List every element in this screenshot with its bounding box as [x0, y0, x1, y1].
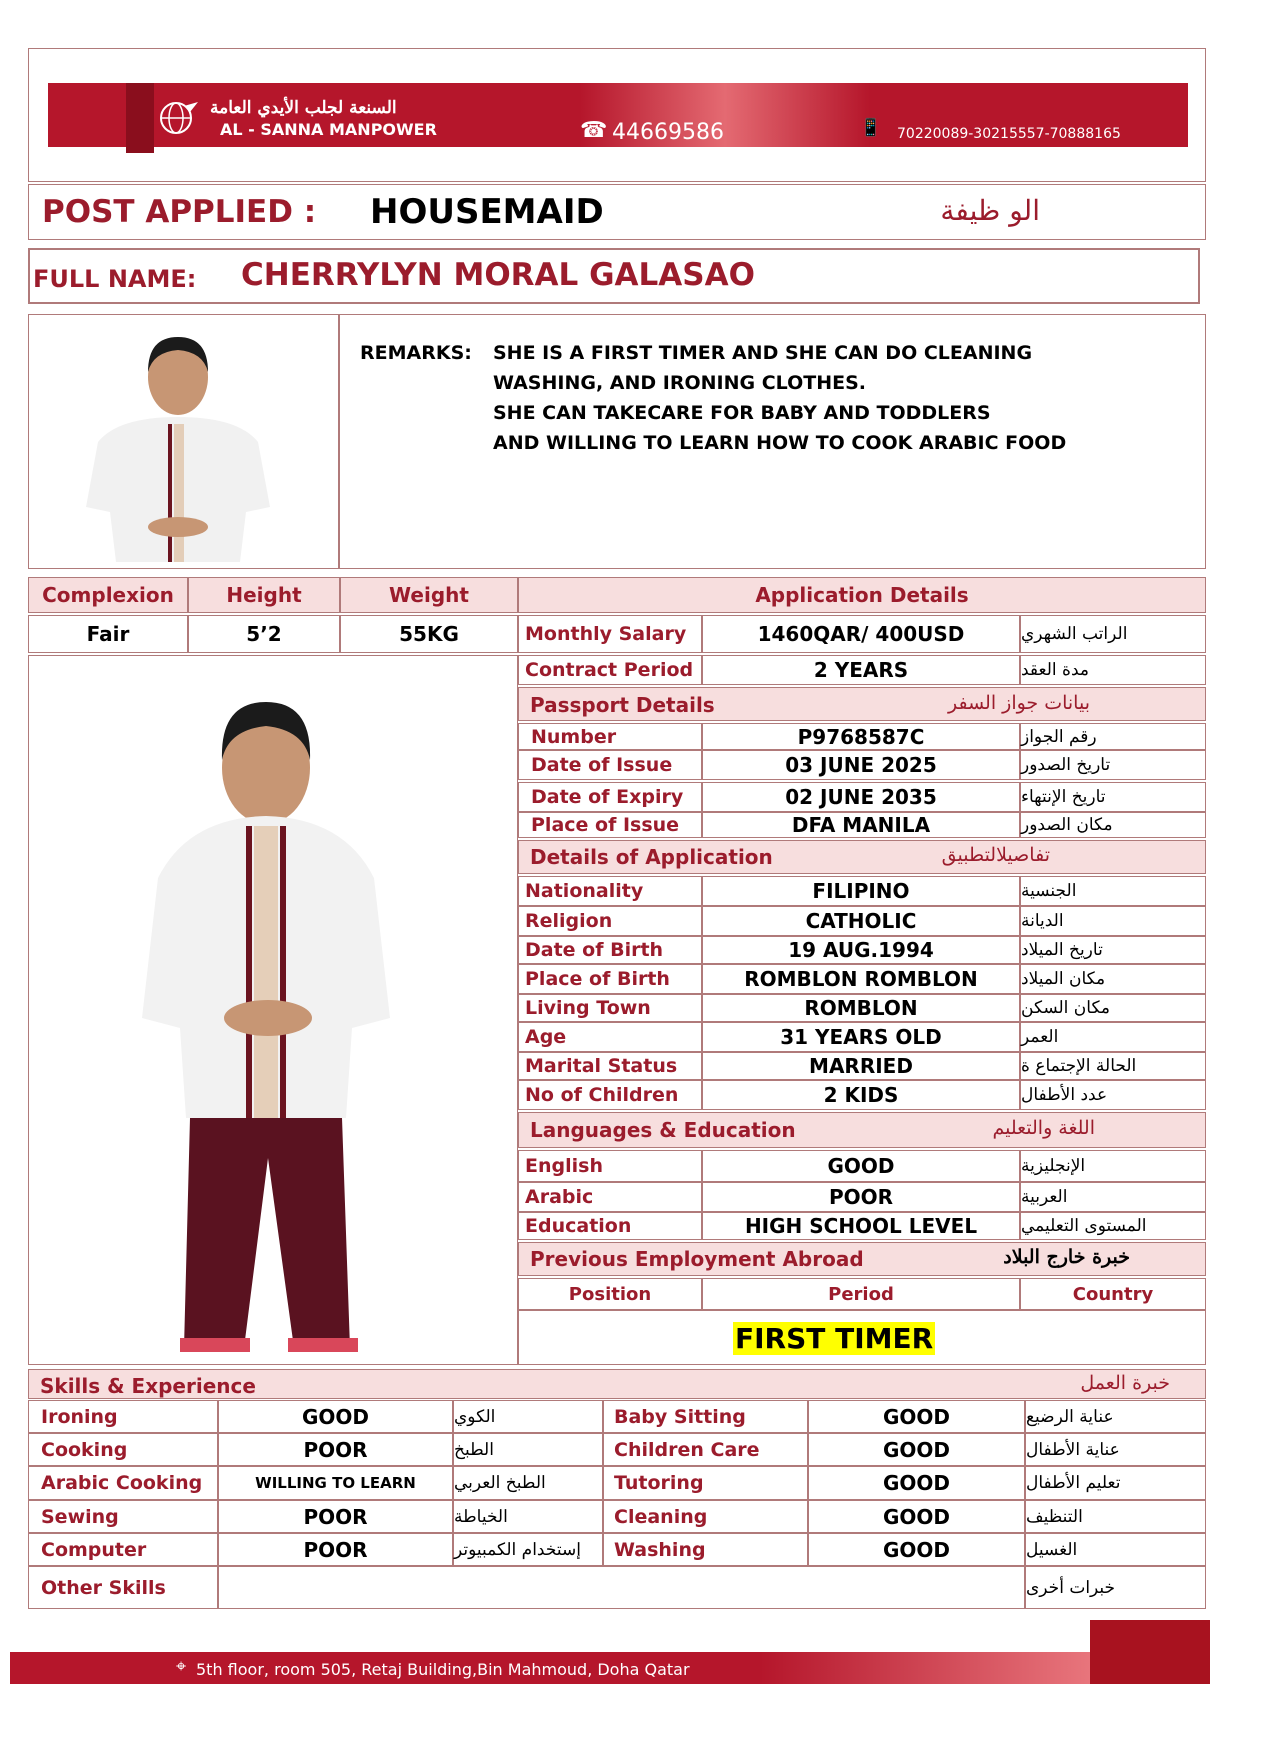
remarks-label: REMARKS:	[360, 342, 472, 364]
height-header: Height	[188, 577, 340, 613]
other-skills-value	[218, 1566, 1025, 1609]
age-value: 31 YEARS OLD	[702, 1022, 1020, 1052]
education-label: Education	[518, 1212, 702, 1240]
passport-expiry-value: 02 JUNE 2035	[702, 782, 1020, 812]
nationality-ar: الجنسية	[1020, 876, 1206, 906]
details-section-ar: تفاصيلالتطبيق	[941, 844, 1050, 866]
passport-number-value: P9768587C	[702, 723, 1020, 750]
english-ar: الإنجليزية	[1020, 1150, 1206, 1182]
application-details-title: Application Details	[518, 577, 1206, 613]
remarks-line-2: WASHING, AND IRONING CLOTHES.	[493, 372, 866, 394]
employment-period-header: Period	[702, 1278, 1020, 1310]
arabic-label: Arabic	[518, 1182, 702, 1212]
skill-children-care-ar: عناية الأطفال	[1025, 1433, 1206, 1466]
skill-cooking-ar: الطبخ	[453, 1433, 603, 1466]
english-label: English	[518, 1150, 702, 1182]
complexion-value: Fair	[28, 615, 188, 653]
post-label-ar: الو ظيفة	[940, 194, 1040, 227]
company-name-en: AL - SANNA MANPOWER	[220, 120, 437, 139]
remarks-line-4: AND WILLING TO LEARN HOW TO COOK ARABIC FOOD	[493, 432, 1067, 454]
education-ar: المستوى التعليمي	[1020, 1212, 1206, 1240]
employment-country-header: Country	[1020, 1278, 1206, 1310]
post-value: HOUSEMAID	[370, 192, 604, 232]
first-timer-badge: FIRST TIMER	[735, 1322, 934, 1355]
religion-ar: الديانة	[1020, 906, 1206, 936]
employment-section-ar: خبرة خارج البلاد	[1003, 1246, 1130, 1268]
passport-place-label: Place of Issue	[518, 812, 702, 838]
skill-cooking-value: POOR	[218, 1433, 453, 1466]
phone-number: 44669586	[612, 120, 724, 145]
religion-label: Religion	[518, 906, 702, 936]
post-label: POST APPLIED :	[42, 194, 317, 230]
dob-ar: تاريخ الميلاد	[1020, 936, 1206, 964]
marital-status-ar: الحالة الإجتماع ة	[1020, 1052, 1206, 1080]
skill-children-care-value: GOOD	[808, 1433, 1025, 1466]
passport-issue-label: Date of Issue	[518, 750, 702, 780]
skill-baby-sitting-label: Baby Sitting	[603, 1400, 808, 1433]
skill-tutoring-label: Tutoring	[603, 1466, 808, 1500]
living-town-label: Living Town	[518, 994, 702, 1022]
passport-place-value: DFA MANILA	[702, 812, 1020, 838]
passport-expiry-ar: تاريخ الإنتهاء	[1020, 782, 1206, 812]
passport-number-label: Number	[518, 723, 702, 750]
skill-ironing-value: GOOD	[218, 1400, 453, 1433]
skills-title: Skills & Experience	[40, 1374, 256, 1398]
salary-ar: الراتب الشهري	[1020, 615, 1206, 653]
arabic-value: POOR	[702, 1182, 1020, 1212]
skill-baby-sitting-ar: عناية الرضيع	[1025, 1400, 1206, 1433]
languages-section-label: Languages & Education	[530, 1118, 796, 1142]
globe-logo-icon	[154, 100, 200, 136]
footer-address: 5th floor, room 505, Retaj Building,Bin Mahmoud, Doha Qatar	[196, 1660, 690, 1679]
age-label: Age	[518, 1022, 702, 1052]
location-pin-icon: ⌖	[176, 1656, 187, 1677]
complexion-header: Complexion	[28, 577, 188, 613]
applicant-photo-full	[128, 688, 408, 1358]
other-skills-label: Other Skills	[28, 1566, 218, 1609]
skill-cleaning-label: Cleaning	[603, 1500, 808, 1533]
name-label: FULL NAME:	[33, 265, 197, 293]
skill-computer-ar: إستخدام الكمبيوتر	[453, 1533, 603, 1566]
other-skills-ar: خبرات أخرى	[1025, 1566, 1206, 1609]
english-value: GOOD	[702, 1150, 1020, 1182]
passport-issue-ar: تاريخ الصدور	[1020, 750, 1206, 780]
skill-arabic-cooking-value: WILLING TO LEARN	[218, 1466, 453, 1500]
passport-expiry-label: Date of Expiry	[518, 782, 702, 812]
remarks-line-1: SHE IS A FIRST TIMER AND SHE CAN DO CLEANING	[493, 342, 1033, 364]
education-value: HIGH SCHOOL LEVEL	[702, 1212, 1020, 1240]
employment-section-label: Previous Employment Abroad	[530, 1247, 864, 1271]
skill-washing-label: Washing	[603, 1533, 808, 1566]
applicant-photo-small	[58, 332, 298, 562]
nationality-value: FILIPINO	[702, 876, 1020, 906]
languages-section-ar: اللغة والتعليم	[992, 1117, 1095, 1139]
children-ar: عدد الأطفال	[1020, 1080, 1206, 1110]
skill-sewing-value: POOR	[218, 1500, 453, 1533]
details-section-label: Details of Application	[530, 845, 773, 869]
skill-baby-sitting-value: GOOD	[808, 1400, 1025, 1433]
age-ar: العمر	[1020, 1022, 1206, 1052]
contract-ar: مدة العقد	[1020, 655, 1206, 685]
religion-value: CATHOLIC	[702, 906, 1020, 936]
mobile-icon: 📱	[860, 118, 882, 138]
weight-header: Weight	[340, 577, 518, 613]
living-town-ar: مكان السكن	[1020, 994, 1206, 1022]
skill-cooking-label: Cooking	[28, 1433, 218, 1466]
marital-status-value: MARRIED	[702, 1052, 1020, 1080]
mobile-numbers: 70220089-30215557-70888165	[897, 126, 1121, 142]
skill-arabic-cooking-label: Arabic Cooking	[28, 1466, 218, 1500]
employment-position-header: Position	[518, 1278, 702, 1310]
salary-value: 1460QAR/ 400USD	[702, 615, 1020, 653]
contract-label: Contract Period	[518, 655, 702, 685]
dob-label: Date of Birth	[518, 936, 702, 964]
pob-ar: مكان الميلاد	[1020, 964, 1206, 994]
footer-gradient	[760, 1652, 1090, 1684]
company-name-ar: السنعة لجلب الأيدي العامة	[210, 98, 397, 118]
skill-sewing-label: Sewing	[28, 1500, 218, 1533]
marital-status-label: Marital Status	[518, 1052, 702, 1080]
passport-section-label: Passport Details	[530, 693, 715, 717]
name-value: CHERRYLYN MORAL GALASAO	[241, 257, 755, 293]
salary-label: Monthly Salary	[518, 615, 702, 653]
dob-value: 19 AUG.1994	[702, 936, 1020, 964]
pob-value: ROMBLON ROMBLON	[702, 964, 1020, 994]
skill-ironing-ar: الكوي	[453, 1400, 603, 1433]
skill-sewing-ar: الخياطة	[453, 1500, 603, 1533]
skill-tutoring-ar: تعليم الأطفال	[1025, 1466, 1206, 1500]
passport-place-ar: مكان الصدور	[1020, 812, 1206, 838]
skill-cleaning-ar: التنظيف	[1025, 1500, 1206, 1533]
skill-washing-value: GOOD	[808, 1533, 1025, 1566]
skill-washing-ar: الغسيل	[1025, 1533, 1206, 1566]
skills-title-ar: خبرة العمل	[1080, 1372, 1170, 1394]
skill-ironing-label: Ironing	[28, 1400, 218, 1433]
children-value: 2 KIDS	[702, 1080, 1020, 1110]
passport-section-ar: بيانات جواز السفر	[948, 692, 1090, 714]
weight-value: 55KG	[340, 615, 518, 653]
skill-tutoring-value: GOOD	[808, 1466, 1025, 1500]
phone-icon: ☎	[580, 118, 608, 143]
pob-label: Place of Birth	[518, 964, 702, 994]
arabic-ar: العربية	[1020, 1182, 1206, 1212]
passport-issue-value: 03 JUNE 2025	[702, 750, 1020, 780]
logo-box	[126, 83, 154, 153]
skill-computer-label: Computer	[28, 1533, 218, 1566]
remarks-line-3: SHE CAN TAKECARE FOR BABY AND TODDLERS	[493, 402, 991, 424]
skill-children-care-label: Children Care	[603, 1433, 808, 1466]
living-town-value: ROMBLON	[702, 994, 1020, 1022]
footer-accent	[1090, 1620, 1210, 1684]
skill-arabic-cooking-ar: الطبخ العربي	[453, 1466, 603, 1500]
skill-cleaning-value: GOOD	[808, 1500, 1025, 1533]
nationality-label: Nationality	[518, 876, 702, 906]
passport-number-ar: رقم الجواز	[1020, 723, 1206, 750]
children-label: No of Children	[518, 1080, 702, 1110]
skill-computer-value: POOR	[218, 1533, 453, 1566]
height-value: 5’2	[188, 615, 340, 653]
contract-value: 2 YEARS	[702, 655, 1020, 685]
photo-divider	[338, 314, 340, 569]
